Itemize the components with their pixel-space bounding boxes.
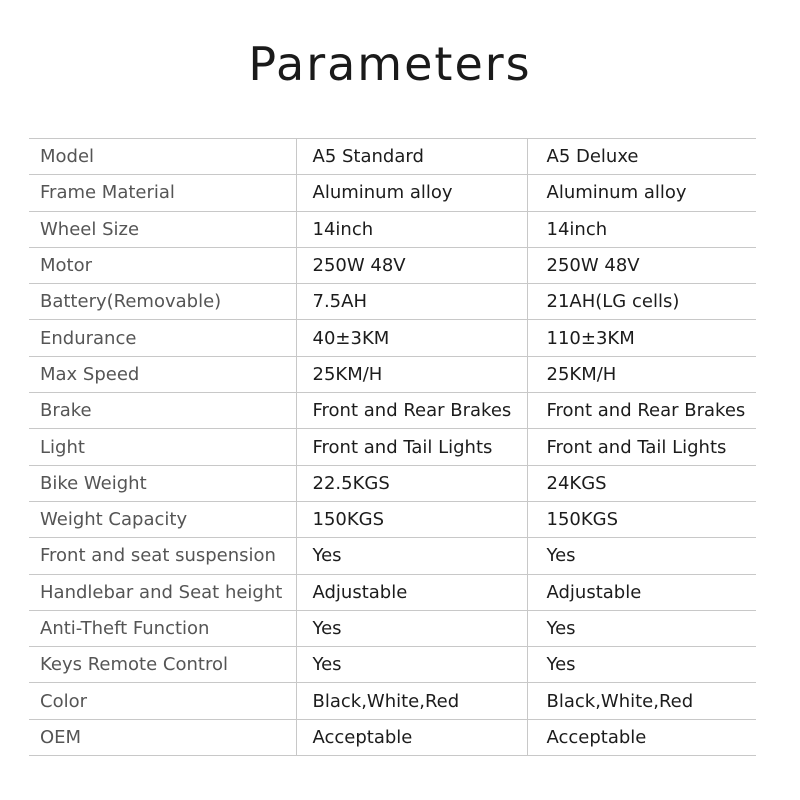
- row-label: Battery(Removable): [29, 284, 296, 320]
- standard-value: Acceptable: [296, 719, 527, 755]
- table-row: [29, 320, 756, 356]
- table-row: [29, 683, 756, 719]
- table-row: [29, 211, 756, 247]
- row-label: Motor: [29, 247, 296, 283]
- standard-value: 250W 48V: [296, 247, 527, 283]
- row-label: Endurance: [29, 320, 296, 356]
- deluxe-value: 25KM/H: [527, 356, 756, 392]
- row-label: Anti-Theft Function: [29, 610, 296, 646]
- standard-value: 40±3KM: [296, 320, 527, 356]
- deluxe-value: Adjustable: [527, 574, 756, 610]
- deluxe-value: Yes: [527, 538, 756, 574]
- table-row: [29, 393, 756, 429]
- standard-value: Aluminum alloy: [296, 175, 527, 211]
- table-row: [29, 574, 756, 610]
- parameters-table-body: [29, 139, 756, 756]
- row-label: Brake: [29, 393, 296, 429]
- standard-value: Black,White,Red: [296, 683, 527, 719]
- standard-value: A5 Standard: [296, 139, 527, 175]
- row-label: Light: [29, 429, 296, 465]
- table-row: [29, 610, 756, 646]
- deluxe-value: 14inch: [527, 211, 756, 247]
- row-label: Keys Remote Control: [29, 647, 296, 683]
- standard-value: Front and Tail Lights: [296, 429, 527, 465]
- standard-value: 22.5KGS: [296, 465, 527, 501]
- standard-value: 7.5AH: [296, 284, 527, 320]
- deluxe-value: Front and Rear Brakes: [527, 393, 756, 429]
- parameters-table: [29, 138, 756, 756]
- standard-value: Adjustable: [296, 574, 527, 610]
- table-row: [29, 538, 756, 574]
- deluxe-value: Black,White,Red: [527, 683, 756, 719]
- table-row: [29, 647, 756, 683]
- table-row: [29, 247, 756, 283]
- standard-value: Front and Rear Brakes: [296, 393, 527, 429]
- deluxe-value: Front and Tail Lights: [527, 429, 756, 465]
- deluxe-value: A5 Deluxe: [527, 139, 756, 175]
- table-row: [29, 465, 756, 501]
- deluxe-value: 21AH(LG cells): [527, 284, 756, 320]
- row-label: Max Speed: [29, 356, 296, 392]
- page-title: Parameters: [248, 37, 532, 91]
- standard-value: Yes: [296, 647, 527, 683]
- table-row: [29, 719, 756, 755]
- deluxe-value: Yes: [527, 610, 756, 646]
- row-label: Model: [29, 139, 296, 175]
- table-row: [29, 139, 756, 175]
- table-row: [29, 284, 756, 320]
- row-label: Color: [29, 683, 296, 719]
- table-row: [29, 429, 756, 465]
- standard-value: 14inch: [296, 211, 527, 247]
- deluxe-value: 250W 48V: [527, 247, 756, 283]
- row-label: Bike Weight: [29, 465, 296, 501]
- deluxe-value: 110±3KM: [527, 320, 756, 356]
- deluxe-value: 150KGS: [527, 501, 756, 537]
- row-label: Weight Capacity: [29, 501, 296, 537]
- standard-value: Yes: [296, 610, 527, 646]
- deluxe-value: Aluminum alloy: [527, 175, 756, 211]
- standard-value: Yes: [296, 538, 527, 574]
- table-row: [29, 356, 756, 392]
- row-label: Wheel Size: [29, 211, 296, 247]
- row-label: Handlebar and Seat height: [29, 574, 296, 610]
- standard-value: 150KGS: [296, 501, 527, 537]
- deluxe-value: Yes: [527, 647, 756, 683]
- row-label: Frame Material: [29, 175, 296, 211]
- row-label: OEM: [29, 719, 296, 755]
- table-row: [29, 175, 756, 211]
- row-label: Front and seat suspension: [29, 538, 296, 574]
- table-row: [29, 501, 756, 537]
- deluxe-value: Acceptable: [527, 719, 756, 755]
- standard-value: 25KM/H: [296, 356, 527, 392]
- deluxe-value: 24KGS: [527, 465, 756, 501]
